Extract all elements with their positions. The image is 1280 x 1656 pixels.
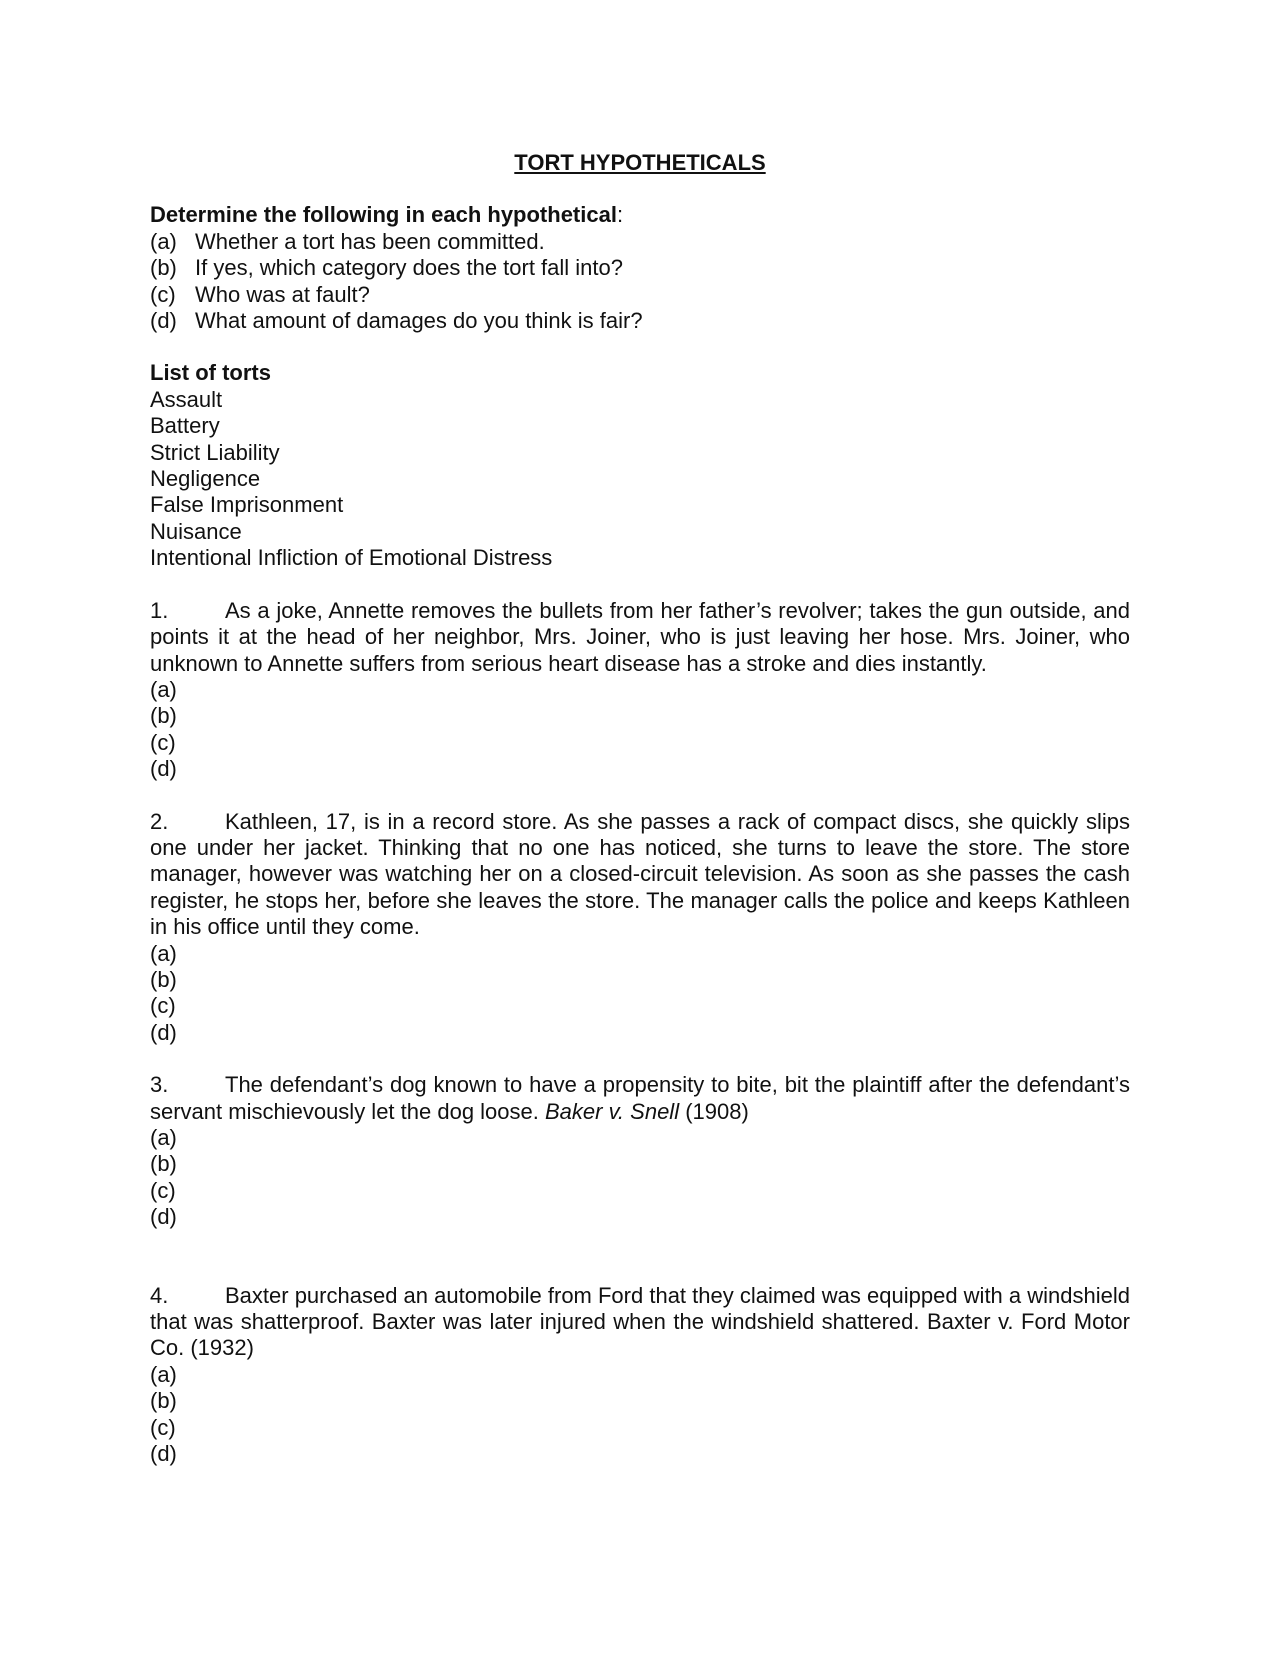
instruction-text: What amount of damages do you think is fair? [195,308,643,334]
instruction-label: (a) [150,228,177,254]
tort-item: Battery [150,413,220,439]
question-1 [150,598,1130,783]
answer-label: (d) [150,1019,177,1045]
page-title: TORT HYPOTHETICALS [514,150,766,175]
instruction-item [150,255,1130,281]
question-number: 3. [150,1072,169,1098]
question-text [150,598,1130,677]
answer-label: (d) [150,756,177,782]
instruction-item [150,282,1130,308]
question-body: As a joke, Annette removes the bullets from her father’s revolver; takes the gun outside, and points it at the head of her neighbor, Mrs. Joiner, who is just leaving her hose. Mrs. Joiner, who unknown to Annette suffers from serious heart disease has a stroke and dies instantly. [150,597,1130,676]
answer-label: (a) [150,1361,177,1387]
answer-label: (c) [150,1177,176,1203]
question-number: 4. [150,1282,169,1308]
instruction-label: (d) [150,308,177,334]
answer-label: (b) [150,966,177,992]
answer-label: (a) [150,676,177,702]
citation-year: (1908) [679,1098,749,1124]
spacer [150,1231,1130,1257]
instruction-text: If yes, which category does the tort fall into? [195,255,624,281]
question-2 [150,809,1130,1047]
instruction-item [150,229,1130,255]
instructions-section [150,202,1130,334]
answer-label: (a) [150,940,177,966]
instructions-heading-line [150,202,1130,228]
answer-label: (c) [150,993,176,1019]
tort-item: Nuisance [150,518,242,544]
answer-label: (a) [150,1125,177,1150]
question-body: The defendant’s dog known to have a propensity to bite, bit the plaintiff after the defendant’s servant mischievously let the dog loose. [150,1072,1130,1124]
tort-item: Assault [150,386,223,412]
torts-heading: List of torts [150,360,271,386]
tort-item: Negligence [150,466,261,492]
answer-label: (b) [150,703,177,729]
document-content [150,150,1130,1493]
citation-case: Baker v. Snell [544,1098,680,1124]
answer-label: (d) [150,1204,177,1230]
question-text [150,1072,1130,1125]
question-body: Baxter purchased an automobile from Ford that they claimed was equipped with a windshield that was shatterproof. Baxter was later injured when the windshield shattered. Baxter v. Ford Motor Co. (1932) [150,1282,1130,1361]
instruction-item [150,308,1130,334]
instruction-text: Whether a tort has been committed. [195,228,545,254]
question-number: 1. [150,597,169,623]
tort-item: False Imprisonment [150,492,344,518]
tort-item: Intentional Infliction of Emotional Distress [150,545,553,571]
question-4 [150,1283,1130,1468]
instruction-text: Who was at fault? [195,281,370,307]
answer-label: (c) [150,1414,176,1440]
instructions-heading: Determine the following in each hypothetical [150,202,617,228]
question-body: Kathleen, 17, is in a record store. As she passes a rack of compact discs, she quickly slips one under her jacket. Thinking that no one has noticed, she turns to leave the store. The store manager, however was watching her on a closed-circuit television. As soon as she passes the cash register, he stops her, before she leaves the store. The manager calls the police and keeps Kathleen in his office until they come. [150,808,1130,940]
answer-label: (b) [150,1151,177,1177]
instruction-label: (c) [150,281,176,307]
tort-item: Strict Liability [150,439,280,465]
question-3 [150,1072,1130,1256]
question-number: 2. [150,808,169,834]
answer-label: (b) [150,1388,177,1414]
question-text [150,1283,1130,1362]
torts-section [150,360,1130,571]
question-text [150,809,1130,941]
instruction-label: (b) [150,255,177,281]
answer-label: (d) [150,1441,177,1467]
answer-label: (c) [150,729,176,755]
instructions-heading-colon: : [616,202,624,228]
